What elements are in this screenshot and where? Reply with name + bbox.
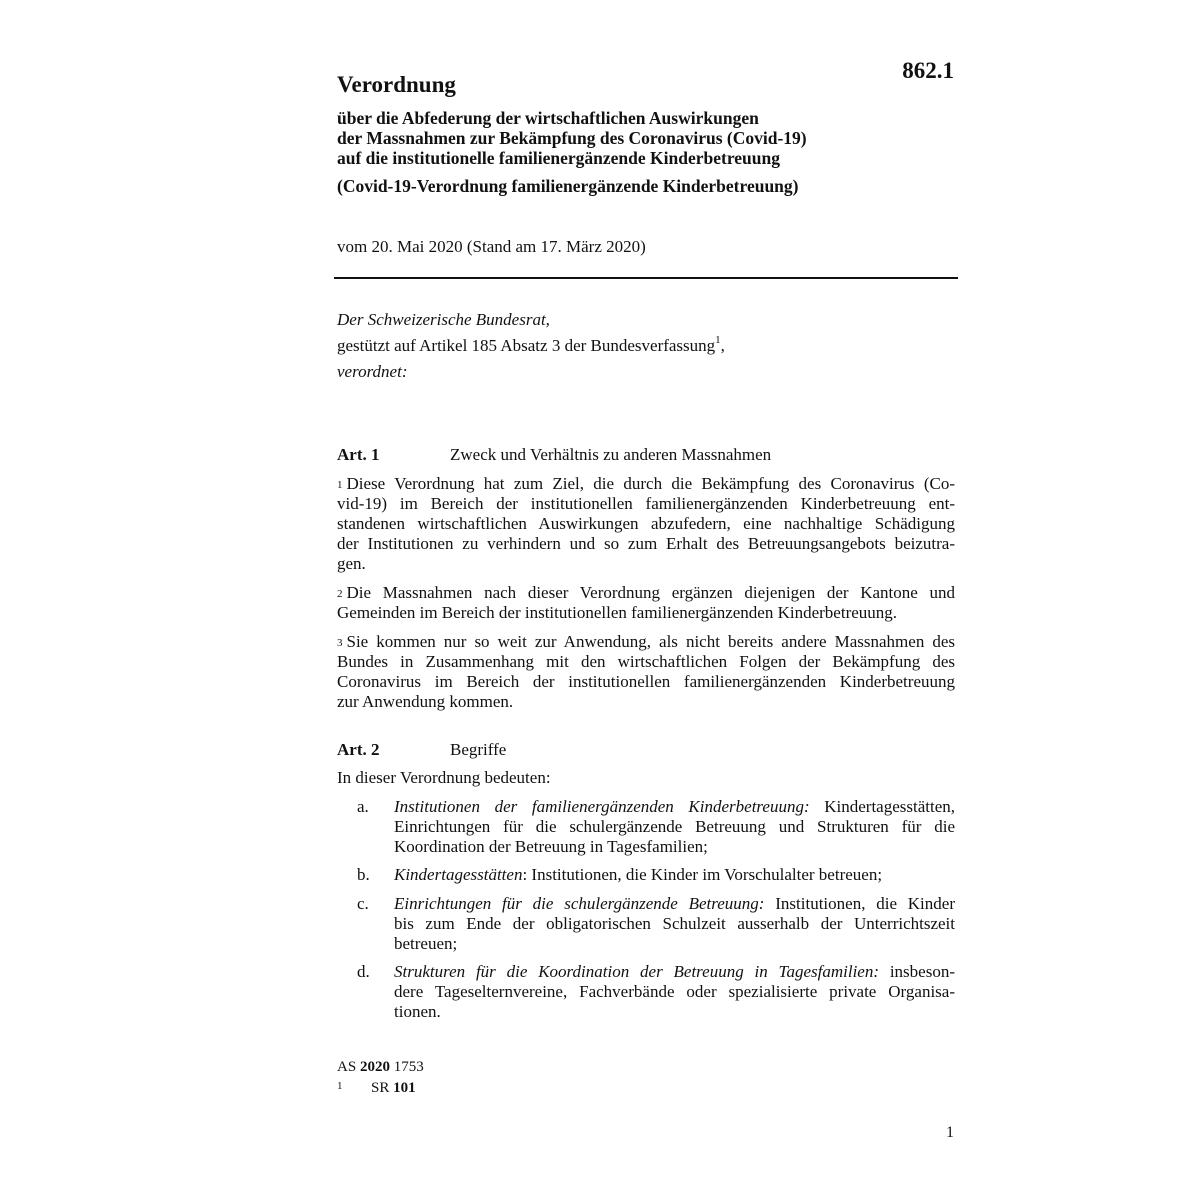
article-1-paragraph-2	[337, 583, 955, 623]
preamble-basis	[337, 336, 725, 356]
footnote-number: 1	[337, 1080, 343, 1092]
definition-line: : Institutionen, die Kinder im Vorschulalter betreuen;	[522, 865, 883, 884]
article-2-intro: In dieser Verordnung bedeuten:	[337, 768, 551, 787]
definition-line: Kindertagesstätten,	[809, 797, 955, 816]
definition-line: bis zum Ende der obligatorischen Schulzeit ausserhalb der Unterrichtszeit	[394, 914, 955, 933]
paragraph-line: der Institutionen zu verhindern und so zum Erhalt des Betreuungsangebots beizutra-	[337, 534, 955, 553]
subtitle-line: der Massnahmen zur Bekämpfung des Coronavirus (Covid-19)	[337, 128, 807, 148]
paragraph-line: vid-19) im Bereich der institutionellen familienergänzenden Kinderbetreuung ent-	[337, 494, 955, 513]
as-reference	[337, 1059, 424, 1076]
paragraph-number: 2	[337, 588, 343, 600]
as-page: 1753	[389, 1059, 424, 1075]
sr-number: 862.1	[902, 58, 954, 83]
footnote-prefix: SR	[371, 1080, 394, 1096]
item-letter: d.	[357, 962, 370, 981]
footnote-reference: 1	[715, 334, 721, 346]
page-number: 1	[946, 1124, 954, 1141]
definition-line: dere Tageselternvereine, Fachverbände oder spezialisierte private Organisa-	[394, 982, 955, 1001]
document-title: Verordnung	[337, 72, 456, 97]
article-number: Art. 2	[337, 740, 380, 759]
article-2-heading	[337, 740, 506, 760]
subtitle-line: auf die institutionelle familienergänzende Kinderbetreuung	[337, 148, 781, 168]
paragraph-line: Die Massnahmen nach dieser Verordnung ergänzen diejenigen der Kantone und	[346, 583, 955, 602]
header-divider	[334, 277, 958, 279]
article-number: Art. 1	[337, 445, 380, 464]
article-title: Zweck und Verhältnis zu anderen Massnahmen	[450, 445, 772, 464]
definition-line: tionen.	[394, 1002, 441, 1021]
paragraph-line: Bundes in Zusammenhang mit den wirtschaftlichen Folgen der Bekämpfung des	[337, 652, 955, 671]
as-year: 2020	[359, 1059, 390, 1075]
preamble-basis-end: ,	[720, 336, 725, 355]
defined-term: Strukturen für die Koordination der Betreuung in Tagesfamilien:	[394, 962, 879, 981]
article-title: Begriffe	[450, 740, 507, 759]
item-letter: b.	[357, 865, 370, 884]
defined-term: Kindertagesstätten	[394, 865, 523, 884]
paragraph-line: zur Anwendung kommen.	[337, 692, 514, 711]
article-1-paragraph-3	[337, 632, 955, 712]
item-letter: a.	[357, 797, 369, 816]
paragraph-line: gen.	[337, 554, 366, 573]
definition-line: Einrichtungen für die schulergänzende Betreuung und Strukturen für die	[394, 817, 955, 836]
paragraph-line: Diese Verordnung hat zum Ziel, die durch die Bekämpfung des Coronavirus (Co-	[346, 474, 955, 493]
defined-term: Einrichtungen für die schulergänzende Betreuung:	[394, 894, 765, 913]
paragraph-line: Coronavirus im Bereich der institutionellen familienergänzenden Kinderbetreuung	[337, 672, 955, 691]
footnote	[337, 1080, 416, 1097]
as-prefix: AS	[337, 1059, 360, 1075]
paragraph-line: Gemeinden im Bereich der institutionellen familienergänzenden Kinderbetreuung.	[337, 603, 898, 622]
item-letter: c.	[357, 894, 369, 913]
definition-line: Koordination der Betreuung in Tagesfamilien;	[394, 837, 708, 856]
article-1-paragraph-1	[337, 474, 955, 574]
article-1-heading	[337, 445, 771, 465]
paragraph-number: 3	[337, 637, 343, 649]
preamble-decree: verordnet:	[337, 362, 408, 381]
subtitle-line: über die Abfederung der wirtschaftlichen Auswirkungen	[337, 108, 759, 128]
definition-line: Institutionen, die Kinder	[764, 894, 955, 913]
definition-line: insbeson-	[879, 962, 955, 981]
short-title: (Covid-19-Verordnung familienergänzende Kinderbetreuung)	[337, 176, 799, 196]
preamble-authority: Der Schweizerische Bundesrat,	[337, 310, 550, 329]
paragraph-number: 1	[337, 479, 343, 491]
preamble-basis-text: gestützt auf Artikel 185 Absatz 3 der Bundesverfassung	[337, 336, 716, 355]
footnote-sr-ref: 101	[393, 1080, 416, 1096]
definition-line: betreuen;	[394, 934, 458, 953]
defined-term: Institutionen der familienergänzenden Kinderbetreuung:	[394, 797, 810, 816]
document-subtitle	[337, 108, 937, 168]
paragraph-line: Sie kommen nur so weit zur Anwendung, als nicht bereits andere Massnahmen des	[346, 632, 955, 651]
date-line: vom 20. Mai 2020 (Stand am 17. März 2020)	[337, 237, 646, 256]
paragraph-line: standenen wirtschaftlichen Auswirkungen abzufedern, eine nachhaltige Schädigung	[337, 514, 955, 533]
